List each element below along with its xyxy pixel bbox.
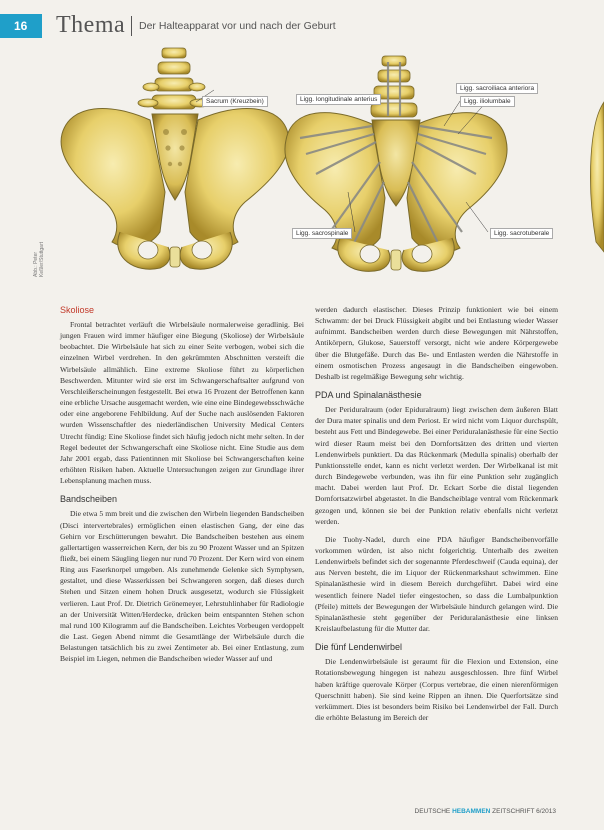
heading-bandscheiben: Bandscheiben — [60, 494, 118, 505]
label-ligg-iliolumbale: Ligg. iliolumbale — [460, 96, 515, 107]
pelvis-left — [61, 48, 289, 269]
left-column — [60, 304, 304, 672]
label-ligg-sacrospinale: Ligg. sacrospinale — [292, 228, 352, 239]
adjacent-figure-edge — [590, 102, 604, 252]
paragraph-skoliose: Frontal betrachtet verläuft die Wirbelsäule normalerweise geradlinig. Bei jungen Frauen wird immer häufiger eine Biegung (Skoliose) der Wirbelsäule beobachtet. Die Wirbelsäule hat sich zu einer Seite verbogen, wobei sich die einzelnen Wirbel verdrehen. In den gekrümmten Abschnitten versteift die Wirbelsäule allmählich. Eine extreme Skoliose führt zu körperlichen Beschwerden. Mitunter wird sie erst im Schwangerschaftsalter aufgrund von Verschleißerscheinungen festgestellt. Bei etwa 16 Prozent der Betroffenen kann eine erbliche Ursache ausgemacht werden, wie eine eine Bindegewebsschwäche oder eine angeborene Fehlbildung. Auf der Suche nach auslösenden Faktoren wurden Wissenschaftler des niederländischen University Medical Centers Utrecht fündig: Eine Skoliose findet sich häufig jedoch nicht mehr selten. In der Regel bedeutet der Schwangerschaft eine Skoliose nicht. Eine Studie aus dem Jahr 2001 ergab, dass Patientinnen mit Skoliose bei Schwangerschaften keine erhöhten Risiken haben. Aktuelle Untersuchungen zeigen zur Grundlage ihrer Lebensplanung machen muss. — [60, 320, 304, 486]
section-title: Thema — [56, 12, 126, 38]
right-column — [315, 304, 558, 730]
page-title: Der Halteapparat vor und nach der Geburt — [139, 20, 336, 32]
footer-brand: HEBAMMEN — [452, 808, 491, 815]
paragraph-lendenwirbel: Die Lendenwirbelsäule ist geraumt für die Flexion und Extension, eine Rotationsbewegung hingegen ist nahezu ausgeschlossen. Ihre fünf Wirbel haben kräftige querovale Körper (Corpus vertebrae, die einen nierenförmigen Querschnitt haben). Sie sind keine Rippen an ihnen. Die Querfortsätze sind verkümmert. Dies ist besonders beim Risiko bei Lendenwirbel der Fall. Durch die erhöhte Belastung im Bereich der — [315, 657, 558, 722]
heading-skoliose: Skoliose — [60, 305, 95, 315]
paragraph-pda-2: Die Tuohy-Nadel, durch eine PDA häufiger Bandscheibenvorfälle vorkommen würden, ist also nicht folgerichtig. Unterhalb des zweiten Lendenwirbels befindet sich der sogenannte Pferdeschweif (Cauda equina), der aus Nerven besteht, die im Liquor der Rückenmarkshaut schwimmen. Eine Spinalanästhesie wird in diesem Bereich durchgeführt. Dabei wird eine wesentlich feinere Nadel tiefer eingestochen, so dass die Lumbalpunktion (Pfeile) mittels der Bewegungen der Wirbelsäule hindurch gelangen wird. Die Spinalanästhesie steht gegenüber der Periduralanästhesie eine linksen Kreislaufbelastung für die Mutter dar. — [315, 534, 558, 634]
heading-lendenwirbel: Die fünf Lendenwirbel — [315, 642, 403, 653]
paragraph-pda-1: Der Periduralraum (oder Epiduralraum) liegt zwischen dem äußeren Blatt der Dura mater spinalis und dem Periost. Er wird nicht vom Liquor durchspült, besteht aus Fett und Bindegewebe. Bei einer Periduralanästhesie für eine Sectio wird dieser Raum meist bei den Dornfortsätzen des dritten und vierten Lendenwirbels punktiert. Da das Rückenmark (Medulla spinalis) oberhalb der Punktionsstelle endet, kann es nicht verletzt werden. Der Wirbelkanal ist mit durch Bindegewebe verbunden, was ihn für eine Punktion sehr zugänglich macht. Dabei werden laut Prof. Dr. Eckart Sorbe die distal liegenden Dornfortsatzwirbel abgetastet. In die Bandscheiblage ventral vom Rückenmark gezogen und, können sie bei der Punktion relativ ebenfalls nicht verletzt werden. — [315, 405, 558, 526]
title-divider — [131, 16, 132, 36]
page-number-badge: 16 — [0, 14, 42, 38]
label-ligg-longitudinale: Ligg. longitudinale anterius — [296, 94, 381, 105]
heading-pda: PDA und Spinalanästhesie — [315, 390, 422, 401]
footer-suffix: ZEITSCHRIFT 6/2013 — [492, 808, 556, 815]
page-footer — [415, 808, 557, 815]
image-credit: Abb.: Peter Keßler/Stuttgart — [33, 241, 45, 277]
paragraph-continuation: werden dadurch elastischer. Dieses Prinzip funktioniert wie bei einem Schwamm: der bei Druck Flüssigkeit abgibt und bei Entlastung wieder Wasser aufnimmt. Bandscheiben werden durch diese Bewegungen mit Nährstoffen, Antikörpern, Glukose, Sauerstoff versorgt, nicht wie andere Körpergewebe über die Blutgefäße. Durch das Be- und Entlasten werden die Nährstoffe in einem osmotischen Prozess angesaugt in die Bandscheiben eingewoben. Deshalb ist regelmäßige Bewegung sehr wichtig. — [315, 305, 558, 381]
label-ligg-sacrotuberale: Ligg. sacrotuberale — [490, 228, 553, 239]
pelvis-illustration — [0, 42, 604, 280]
pelvis-drawing — [0, 42, 604, 280]
paragraph-bandscheiben: Die etwa 5 mm breit und die zwischen den Wirbeln liegenden Bandscheiben (Disci intervertebrales) ermöglichen einen elastischen Gang, der eine das Gehirn vor Erschütterungen bewahrt. Die Bandscheiben bestehen aus einem gallertartigen wasserreichen Kern, der bis zu 90 Prozent Wasser und an Spitzen fließt, bei einem Säugling liegen nur rund 70 Prozent. Der Kern wird von einem Ring aus Faserknorpel umgeben. Als zunehmende Gelenke sich Symphysen, gestaltet, und diese Wasserkissen bei Schwangeren sorgen, daß dieses durch Stehen und Sitzen einem hohen Druck ausgesetzt, wodurch sie Flüssigkeit verlieren. Laut Prof. Dr. Dietrich Grönemeyer, Lehrstuhlinhaber für Radiologie an der Universität Witten/Herdecke, drücken beim entspannten Stehen schon mal rund 100 Kilogramm auf die Bandscheiben. Leichtes Vorbeugen verdoppelt die Last. Gegen Abend nimmt die Gesamtlänge der Wirbelsäule durch die Belastungen tatsächlich bis zu zwei Zentimeter ab. Bei einer Entlastung, zum Beispiel im Liegen, nehmen die Bandscheiben wieder Wasser auf und — [60, 509, 304, 664]
label-ligg-sacroiliaca: Ligg. sacroiliaca anteriora — [456, 83, 538, 94]
footer-prefix: DEUTSCHE — [414, 808, 451, 815]
page-header — [0, 14, 604, 38]
label-sacrum: Sacrum (Kreuzbein) — [202, 96, 268, 107]
